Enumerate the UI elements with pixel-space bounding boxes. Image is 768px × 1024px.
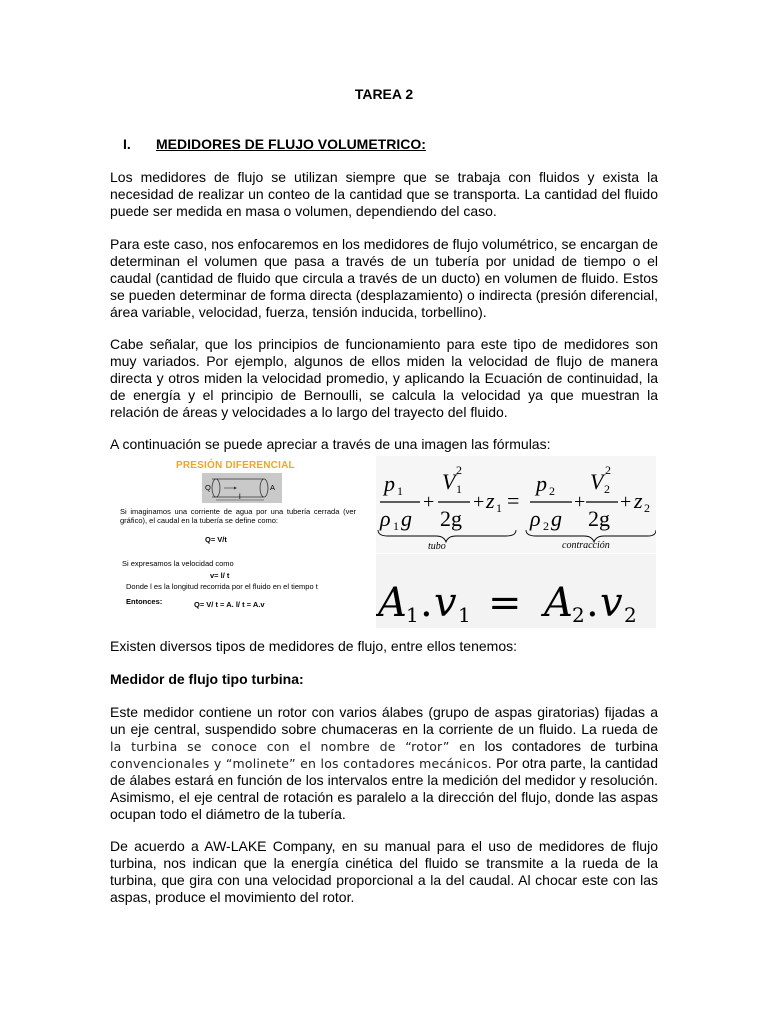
figure-eq-2: v= l/ t: [210, 571, 230, 580]
paragraph-7: De acuerdo a AW-LAKE Company, en su manual para el uso de medidores de flujo turbina, nos indican que la energía cinética del fluido se transmite a la rueda de la turbina, que gira con una velocidad proporcional a la del caudal. Al chocar este con las aspas, produce el movimiento del rotor.: [110, 838, 658, 905]
figure-eq-1: Q= V/t: [205, 535, 227, 544]
bern-rho1-sub: 1: [393, 519, 399, 533]
paragraph-4: A continuación se puede apreciar a través de una imagen las fórmulas:: [110, 436, 551, 452]
bern-plus-3: +: [574, 491, 586, 513]
bern-v2: V: [590, 469, 604, 494]
brace-left-label: tubo: [428, 541, 446, 552]
cont-a1-sub: 1: [406, 603, 419, 627]
paragraph-6-part-c: los contadores de turbina: [475, 738, 659, 754]
diagram-label-l: l: [239, 492, 241, 501]
bern-rho2-sub: 2: [543, 519, 549, 533]
figure-text-3: Donde l es la longitud recorrida por el fluido en el tiempo t: [126, 582, 318, 591]
bern-2g-1: 2g: [440, 506, 462, 531]
bern-rho2: ρ: [530, 506, 541, 531]
bern-z2-sub: 2: [644, 501, 650, 515]
paragraph-3: Cabe señalar, que los principios de funcionamiento para este tipo de medidores son muy variados. Por ejemplo, algunos de ellos miden la velocidad de flujo de manera directa y otros miden la velocidad promedio, y aplicando la Ecuación de continuidad, la de energía y el principio de Bernoulli, se calcula la velocidad ya que muestran la relación de áreas y velocidades a lo largo del trayecto del fluido.: [110, 336, 658, 420]
diagram-label-a: A: [270, 483, 276, 492]
cont-equals: =: [488, 580, 522, 626]
bern-plus-2: +: [473, 491, 485, 513]
cont-v2-sub: 2: [624, 603, 637, 627]
figure-title: PRESIÓN DIFERENCIAL: [176, 460, 295, 471]
figure-text-1: Si imaginamos una corriente de agua por una tubería cerrada (ver gráfico), el caudal en la tubería se define como:: [120, 507, 356, 525]
paragraph-6-part-b: la turbina se conoce con el nombre de “rotor” en: [110, 739, 476, 754]
bern-p1-sub: 1: [397, 484, 403, 498]
cont-a1: A: [378, 580, 407, 626]
bern-v1-exp: 2: [456, 463, 462, 477]
cont-a2: A: [544, 580, 573, 626]
paragraph-6-part-a: Este medidor contiene un rotor con varios álabes (grupo de aspas giratorias) fijadas a un eje central, suspendido sobre chumaceras en la corriente de un fluido. La rueda de: [110, 704, 658, 737]
diagram-label-q: Q: [205, 483, 211, 492]
cont-a2-sub: 2: [572, 603, 585, 627]
bern-v2-exp: 2: [605, 463, 611, 477]
bern-v1: V: [442, 469, 456, 494]
bern-2g-2: 2g: [588, 506, 610, 531]
bern-plus-4: +: [620, 491, 632, 513]
section-number: I.: [123, 136, 131, 152]
brace-right-label: contracción: [562, 540, 610, 551]
formulas-figure: [376, 456, 656, 628]
bern-z2: z: [634, 488, 643, 513]
paragraph-5: Existen diversos tipos de medidores de flujo, entre ellos tenemos:: [110, 638, 517, 654]
bern-p2: p: [536, 471, 547, 496]
bern-g1: g: [401, 506, 412, 531]
bern-v2-sub: 2: [604, 482, 610, 496]
bern-z1-sub: 1: [496, 501, 502, 515]
figure-text-4: Entonces:: [126, 597, 163, 606]
cont-v1: v: [434, 580, 457, 626]
cont-dot-1: .: [420, 580, 433, 626]
figure-text-2: Si expresamos la velocidad como: [122, 559, 234, 568]
formulas-svg: [376, 456, 656, 628]
cont-dot-2: .: [586, 580, 599, 626]
bern-g2: g: [551, 506, 562, 531]
turbine-subheading: Medidor de flujo tipo turbina:: [110, 671, 304, 687]
bern-z1: z: [486, 488, 495, 513]
paragraph-1: Los medidores de flujo se utilizan siempre que se trabaja con fluidos y exista la necesidad de realizar un conteo de la cantidad que se transporta. La cantidad del fluido puede ser medida en masa o volumen, dependiendo del caso.: [110, 169, 658, 219]
document-title: TAREA 2: [354, 86, 414, 102]
bern-equals: =: [507, 488, 520, 513]
bern-rho1: ρ: [380, 506, 391, 531]
bern-plus-1: +: [423, 491, 435, 513]
bern-p2-sub: 2: [549, 484, 555, 498]
bern-v1-sub: 1: [456, 482, 462, 496]
bern-p1: p: [384, 471, 395, 496]
section-title: MEDIDORES DE FLUJO VOLUMETRICO:: [156, 136, 426, 152]
cont-v1-sub: 1: [458, 603, 471, 627]
paragraph-6-part-e: Por otra parte, la cantidad de álabes estará en función de los intervalos entre la medición del medidor y resolución. Asimismo, el eje central de rotación es paralelo a la dirección del flujo, donde las aspas ocupan todo el diámetro de la tubería.: [110, 755, 658, 822]
figure-eq-3: Q= V/ t = A. l/ t = A.v: [194, 600, 265, 609]
cont-v2: v: [600, 580, 623, 626]
paragraph-2: Para este caso, nos enfocaremos en los medidores de flujo volumétrico, se encargan de determinan el volumen que pasa a través de un tubería por unidad de tiempo o el caudal (cantidad de fluido que circula a través de un ducto) en volumen de fluido. Estos se pueden determinar de forma directa (desplazamiento) o indirecta (presión diferencial, área variable, velocidad, fuerza, tensión inducida, torbellino).: [110, 236, 658, 320]
section-heading: [123, 136, 426, 152]
differential-pressure-figure: [112, 455, 370, 620]
pipe-diagram: [202, 473, 282, 503]
paragraph-6-part-d: convencionales y “molinete” en los contadores mecánicos.: [110, 756, 492, 771]
paragraph-6: [110, 704, 658, 823]
